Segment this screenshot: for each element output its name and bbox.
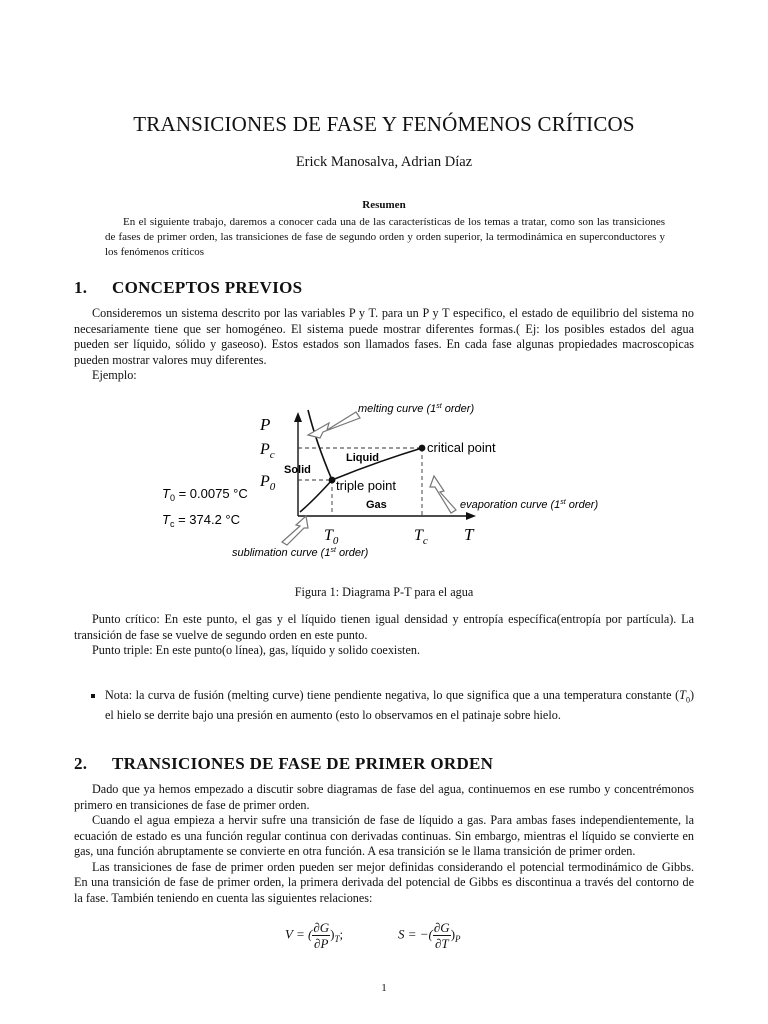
axis-label-t: T (464, 525, 474, 544)
volume-relation: V = ( $\frac{\partial G}{\partial P}$ )$_T$; (285, 920, 344, 951)
section-2-paragraph-1: Dado que ya hemos empezado a discutir sobre diagramas de fase del agua, continuemos en ese rumbo y concentrémonos primero en transiciones de fase de primer orden. (74, 782, 694, 812)
label-critical-point: critical point (427, 440, 496, 455)
melting-arrow (308, 412, 360, 438)
axis-tick-tc: $T_c$ (414, 527, 428, 547)
region-solid: Solid (284, 464, 311, 476)
axis-tick-t0: $T_0$ (324, 527, 339, 547)
label-evaporation-curve: evaporation curve (1st order) (460, 499, 599, 511)
label-triple-point: triple point (336, 478, 396, 493)
t0-value: $T_0 = 0.0075$ °C (162, 486, 248, 503)
sublimation-arrow (282, 516, 308, 545)
abstract-heading: Resumen (362, 199, 406, 211)
note-bullet (92, 688, 694, 723)
section-1-points (74, 612, 694, 659)
critical-point-paragraph: Punto crítico: En este punto, el gas y el líquido tienen igual densidad y entropía específica(entropía por partícula). La transición de fase se vuelve de segundo orden en este punto. (74, 612, 694, 642)
section-2-heading (74, 754, 493, 774)
section-1-paragraph-2: Ejemplo: (92, 368, 137, 382)
section-1-paragraph-1: Consideremos un sistema descrito por las variables P y T. para un P y T especifico, el estado de equilibrio del sistema no necesariamente tiene que ser homogéneo. El sistema puede mostrar diferentes formas.( Ej: los posibles estados del agua pueden ser líquido, sólido y gaseoso). Estos estados son llamados fases. En cada fase algunas propiedades macroscopicas pueden mostrar valores muy diferentes. (74, 306, 694, 367)
region-liquid: Liquid (346, 452, 379, 464)
figure-caption: Figura 1: Diagrama P-T para el agua (294, 585, 474, 599)
phase-diagram-figure (150, 392, 620, 567)
triple-point-marker (329, 477, 336, 484)
critical-point-marker (419, 445, 426, 452)
note-text: Nota: la curva de fusión (melting curve) tiene pendiente negativa, lo que significa que a una temperatura constante $(T_0)$ el hielo se derrite bajo una presión en aumento (esto lo observamos en el patinaje sobre hielo. (105, 688, 694, 722)
section-2-body (74, 782, 694, 906)
section-1-title: CONCEPTOS PREVIOS (112, 278, 303, 297)
sublimation-curve (300, 480, 332, 512)
paper-authors: Erick Manosalva, Adrian Díaz (295, 154, 473, 170)
axis-tick-pc: $P_c$ (260, 441, 275, 461)
section-2-paragraph-3: Las transiciones de fase de primer orden pueden ser mejor definidas considerando el potencial termodinámico de Gibbs. En una transición de fase de primer orden, la primera derivada del potencial de Gibbs es discontinua a través del contorno de la fase. También teniendo en cuenta las siguientes relaciones: (74, 859, 694, 905)
tc-value: $T_c = 374.2$ °C (162, 512, 240, 529)
x-axis-arrow (466, 512, 476, 520)
entropy-fraction: $\frac{\partial G}{\partial T}$ (433, 920, 450, 951)
paper-title: TRANSICIONES DE FASE Y FENÓMENOS CRÍTICOS (133, 112, 635, 136)
bullet-square-icon (91, 694, 95, 698)
entropy-relation: S = −( $\frac{\partial G}{\partial T}$ )$_P$ (398, 920, 461, 951)
section-2-number: 2. (74, 754, 88, 773)
evaporation-arrow (430, 476, 456, 513)
axis-tick-p0: $P_0$ (260, 473, 276, 493)
region-gas: Gas (366, 499, 387, 511)
section-1-intro (74, 306, 694, 384)
section-1-number: 1. (74, 278, 88, 297)
volume-fraction: $\frac{\partial G}{\partial P}$ (313, 920, 330, 951)
y-axis-arrow (294, 412, 302, 422)
section-2-title: TRANSICIONES DE FASE DE PRIMER ORDEN (112, 754, 494, 773)
label-melting-curve: melting curve (1st order) (358, 403, 475, 415)
section-1-heading (74, 278, 302, 298)
abstract-text: En el siguiente trabajo, daremos a conocer cada una de las características de los temas a tratar, como son las transiciones de fases de primer orden, las transiciones de fase de segundo orden y orden superior, la termodinámica en superconductores y los fenómenos críticos (105, 216, 665, 258)
axis-label-p: P (260, 415, 271, 434)
label-sublimation-curve: sublimation curve (1st order) (232, 547, 369, 559)
melting-curve (308, 410, 332, 480)
section-2-paragraph-2: Cuando el agua empieza a hervir sufre una transición de fase de líquido a gas. Para ambas fases independientemente, la ecuación de estado es una función regular continua con derivadas continuas. Sin embargo, mientras el líquido se convierte en gas, una función abruptamente se convierte en otra función. A esa transición se le llama transición de primer orden. (74, 813, 694, 858)
page-number: 1 (381, 982, 387, 994)
triple-point-paragraph: Punto triple: En este punto(o línea), gas, líquido y solido coexisten. (92, 643, 420, 657)
